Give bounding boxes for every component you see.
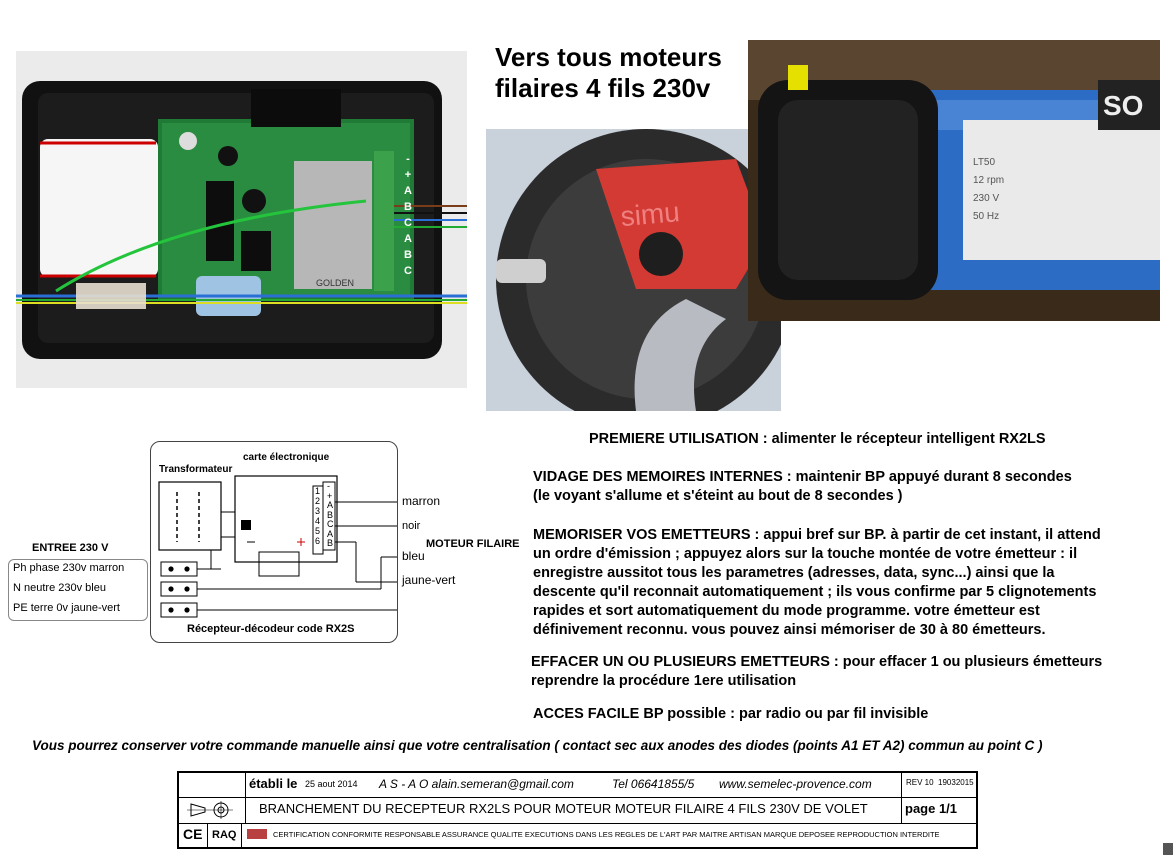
entree-line-neutre: N neutre 230v bleu (13, 582, 106, 594)
relay-text: GOLDEN (316, 278, 355, 288)
entree-title: ENTREE 230 V (32, 542, 109, 554)
title-block (177, 771, 978, 849)
raq-mark: RAQ (212, 829, 237, 841)
entree-line-phase: Ph phase 230v marron (13, 562, 125, 574)
terminal-numbers: 1 2 3 4 5 6 (315, 486, 321, 546)
heading-line-2: filaires 4 fils 230v (495, 73, 711, 103)
author-email: A S - A O alain.semeran@gmail.com (379, 777, 574, 791)
motor-brand-text: simu (619, 196, 681, 233)
motor-label: MOTEUR FILAIRE (426, 538, 520, 550)
memoriser-block: MEMORISER VOS EMETTEURS : appui bref sur BP. à partir de cet instant, il attend un ordre d'émission ; appuyez alors sur la touche montée de votre émetteur : il enregistre aussitot tous les parametres (adresses, data, sync...) ainsi que la descente qu'il reconnait automatiquement ; ils vous confirme par 5 clignotements rapides et sort automatiquement du mode programme. votre émetteur est définivement reconnu. vous pouvez ainsi mémoriser de 30 à 80 émetteurs. (533, 527, 1101, 638)
vidage-line-2: (le voyant s'allume et s'éteint au bout de 8 secondes ) (533, 488, 903, 504)
wire-label-marron: marron (402, 494, 441, 508)
diagram-caption: Récepteur-décodeur code RX2S (187, 623, 355, 635)
entree-line-terre: PE terre 0v jaune-vert (13, 602, 120, 614)
etabli-date: 25 aout 2014 (305, 779, 358, 789)
svg-text:50 Hz: 50 Hz (973, 211, 1000, 222)
heading-line-1: Vers tous moteurs (495, 42, 722, 72)
telephone: Tel 06641855/5 (612, 777, 695, 791)
manual-control-note: Vous pourrez conserver votre commande manuelle ainsi que votre centralisation ( contact sec aux anodes des diodes (points A1 ET A2) commun au point C ) (32, 738, 1043, 753)
wire-label-noir: noir (402, 520, 421, 532)
artisan-logo-icon (247, 829, 267, 839)
svg-text:LT50: LT50 (973, 157, 996, 168)
page-heading (495, 42, 722, 104)
terminal-letters: - + A B C A B (327, 481, 334, 548)
receiver-board-photo (16, 51, 467, 388)
effacer-line-1: EFFACER UN OU PLUSIEURS EMETTEURS : pour effacer 1 ou plusieurs émetteurs (531, 654, 1103, 670)
transformer-label: Transformateur (159, 464, 233, 475)
effacer-line-2: reprendre la procédure 1ere utilisation (531, 673, 797, 689)
revision: REV 10 19032015 (906, 778, 974, 787)
wire-label-jaune-vert: jaune-vert (402, 573, 456, 587)
wiring-diagram (150, 441, 398, 643)
board-label: carte électronique (243, 452, 330, 463)
page-number: page 1/1 (905, 801, 958, 816)
certification-text: CERTIFICATION CONFORMITE RESPONSABLE ASSURANCE QUALITE EXECUTIONS DANS LES REGLES DE L'ART PAR MAITRE ARTISAN MARQUE DEPOSEE REPRODUCTION INTERDITE (273, 830, 940, 839)
motor-tube-photo (748, 40, 1160, 321)
website: www.semelec-provence.com (719, 777, 872, 791)
svg-text:12 rpm: 12 rpm (973, 175, 1005, 186)
projection-symbol-icon (187, 800, 237, 820)
acces-facile: ACCES FACILE BP possible : par radio ou par fil invisible (533, 706, 929, 722)
svg-text:230 V: 230 V (973, 193, 1000, 204)
etabli-label: établi le (249, 776, 298, 791)
premiere-utilisation: PREMIERE UTILISATION : alimenter le récepteur intelligent RX2LS (589, 431, 1046, 447)
tube-brand-text: SO (1103, 90, 1144, 121)
ce-mark: CE (183, 826, 203, 842)
corner-mark (1163, 843, 1173, 855)
document-title: BRANCHEMENT DU RECEPTEUR RX2LS POUR MOTEUR MOTEUR FILAIRE 4 FILS 230V DE VOLET (259, 801, 868, 816)
motor-head-photo (486, 129, 781, 411)
entree-box (8, 559, 148, 621)
wire-label-bleu: bleu (402, 549, 425, 563)
terminal-labels: - + A B C A B C (404, 153, 412, 277)
vidage-line-1: VIDAGE DES MEMOIRES INTERNES : maintenir BP appuyé durant 8 secondes (533, 469, 1072, 485)
